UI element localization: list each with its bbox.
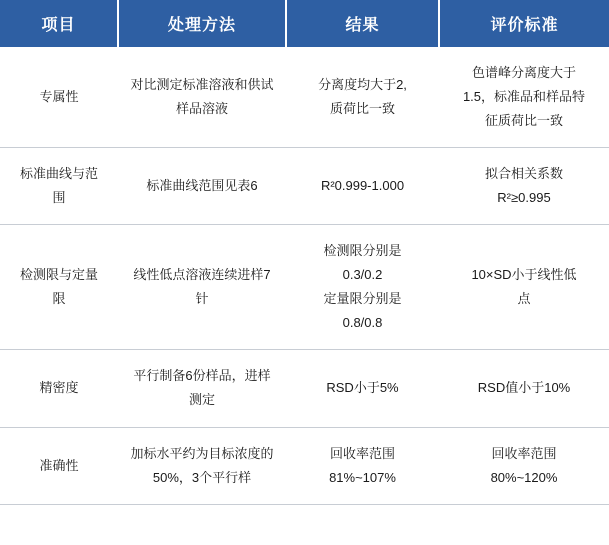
cell-line: 10×SD小于线性低 [471, 267, 577, 283]
column-header-item: 项目 [0, 0, 118, 47]
cell-line: 对比测定标准溶液和供试 [130, 77, 274, 93]
table-row [0, 47, 609, 148]
cell-line: 准确性 [39, 457, 79, 473]
cell-result [286, 427, 439, 504]
cell-criteria [439, 47, 609, 148]
table-row [0, 427, 609, 504]
cell-line: R²≥0.995 [497, 190, 551, 206]
cell-line: 质荷比一致 [329, 101, 395, 117]
cell-criteria [439, 427, 609, 504]
cell-line: 标准曲线与范 [19, 166, 98, 182]
cell-line: 样品溶液 [175, 101, 228, 117]
table-body [0, 47, 609, 504]
cell-line: 精密度 [39, 380, 79, 396]
cell-line: 回收率范围 [491, 445, 557, 461]
cell-line: R²0.999-1.000 [320, 178, 405, 194]
cell-item [0, 47, 118, 148]
cell-line: 80%~120% [490, 469, 558, 485]
cell-line: 0.8/0.8 [342, 315, 383, 331]
cell-line: 加标水平约为目标浓度的 [130, 445, 274, 461]
cell-method [118, 427, 286, 504]
cell-line: 征质荷比一致 [484, 113, 563, 129]
cell-result [286, 47, 439, 148]
cell-line: 针 [195, 291, 209, 307]
cell-result [286, 225, 439, 350]
cell-line: 检测限与定量 [19, 267, 98, 283]
cell-line: 分离度均大于2, [318, 77, 407, 93]
column-header-result: 结果 [286, 0, 439, 47]
cell-line: 测定 [188, 392, 215, 408]
cell-line: 0.3/0.2 [342, 267, 383, 283]
column-header-criteria: 评价标准 [439, 0, 609, 47]
cell-line: 50%，3个平行样 [152, 469, 252, 485]
cell-line: 平行制备6份样品，进样 [133, 368, 271, 384]
cell-criteria [439, 148, 609, 225]
cell-item [0, 350, 118, 427]
table-row [0, 148, 609, 225]
cell-item [0, 148, 118, 225]
cell-line: RSD值小于10% [477, 380, 571, 396]
cell-line: 检测限分别是 [323, 243, 402, 259]
cell-line: 点 [517, 291, 531, 307]
cell-line: RSD小于5% [326, 380, 399, 396]
cell-line: 拟合相关系数 [484, 166, 563, 182]
cell-line: 围 [52, 190, 66, 206]
cell-method [118, 148, 286, 225]
cell-line: 色谱峰分离度大于 [471, 65, 576, 80]
cell-line: 81%~107% [329, 469, 396, 485]
cell-result [286, 350, 439, 427]
column-header-method: 处理方法 [118, 0, 286, 47]
table-row [0, 225, 609, 350]
cell-line: 标准曲线范围见表6 [146, 178, 258, 194]
cell-method [118, 350, 286, 427]
table-header [0, 0, 609, 47]
cell-item [0, 427, 118, 504]
cell-method [118, 225, 286, 350]
cell-item [0, 225, 118, 350]
cell-line: 1.5，标准品和样品特 [462, 89, 586, 105]
table-row [0, 350, 609, 427]
cell-criteria [439, 225, 609, 350]
table-header-row [0, 0, 609, 47]
cell-result [286, 148, 439, 225]
cell-line: 定量限分别是 [323, 291, 402, 307]
cell-line: 专属性 [39, 89, 79, 105]
cell-line: 回收率范围 [329, 445, 395, 461]
cell-method [118, 47, 286, 148]
cell-line: 线性低点溶液连续进样7 [133, 267, 271, 283]
cell-criteria [439, 350, 609, 427]
cell-line: 限 [52, 291, 66, 307]
